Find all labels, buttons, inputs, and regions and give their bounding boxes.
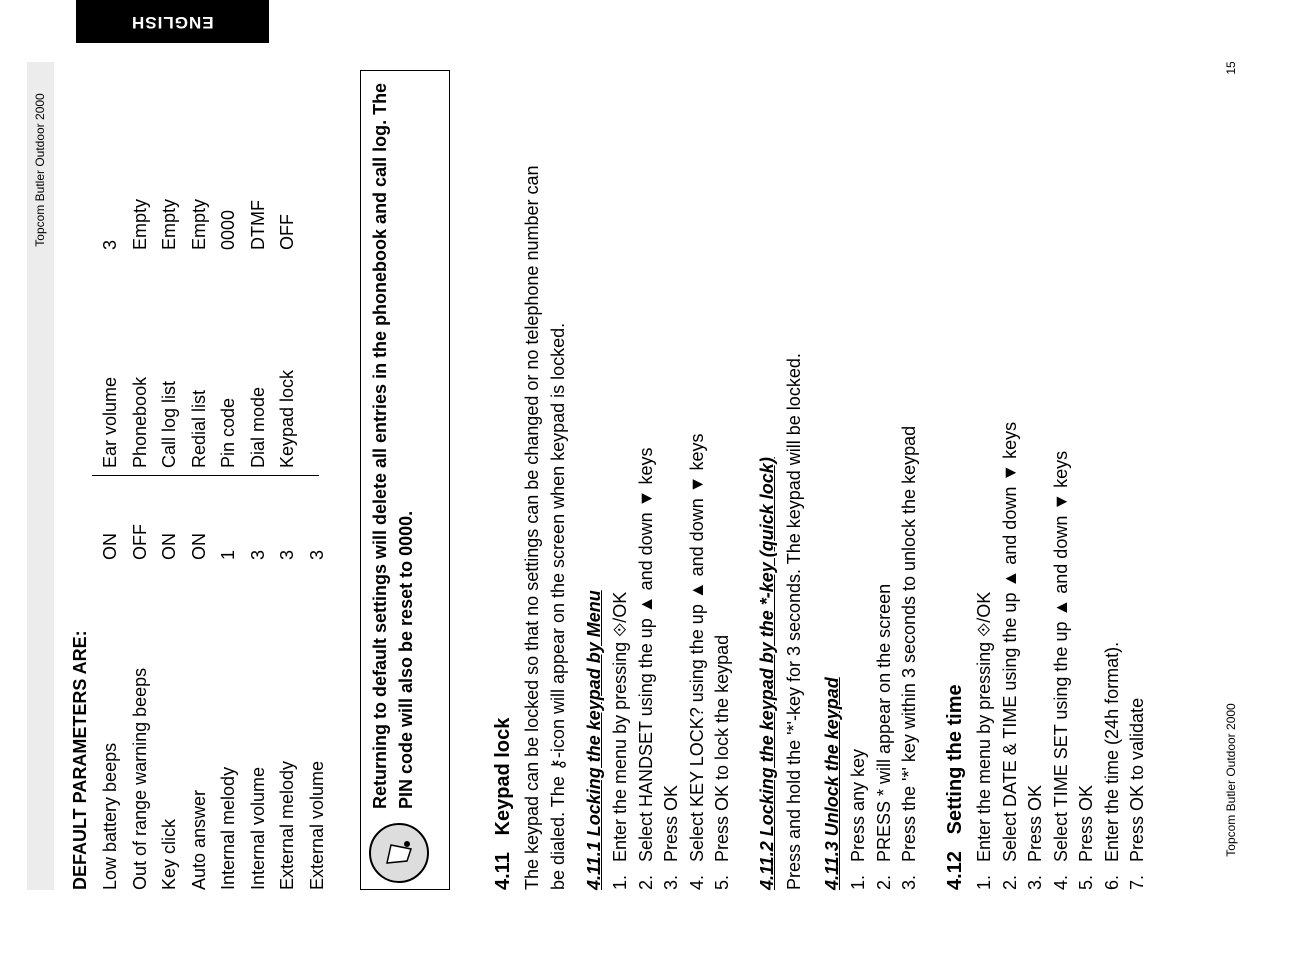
default-param-name: Out of range warning beeps — [129, 667, 150, 890]
default-param-name: Pin code — [218, 397, 238, 468]
language-tab: ENGLISH — [76, 0, 269, 43]
default-param-value: 0000 — [218, 209, 238, 250]
subsection-4-11-1: 4.11.1 Locking the keypad by Menu — [584, 590, 604, 890]
column-divider — [92, 475, 319, 476]
warning-box — [360, 70, 450, 890]
default-param-name: Low battery beeps — [100, 742, 120, 890]
step-number: 7. — [1127, 874, 1147, 890]
step-number: 1. — [610, 874, 630, 890]
warning-icon — [369, 823, 429, 883]
default-param-name: Call log list — [159, 380, 179, 468]
section-4-11-heading: 4.11 Keypad lock — [492, 717, 514, 890]
step-number: 3. — [661, 874, 681, 890]
page-content — [62, 62, 1222, 890]
step-item — [1025, 785, 1046, 890]
subsection-4-11-3: 4.11.3 Unlock the keypad — [822, 677, 842, 890]
step-text: Enter the menu by pressing ⟐/OK — [974, 591, 994, 862]
default-param-value: Empty — [129, 198, 150, 250]
step-text: Enter the time (24h format). — [1101, 641, 1122, 862]
step-number: 2. — [873, 874, 894, 890]
default-param-name: Dial mode — [247, 386, 268, 468]
step-number: 2. — [635, 874, 656, 890]
subsection-4-11-2: 4.11.2 Locking the keypad by the *-key (quick lock) — [757, 457, 777, 890]
default-param-value: ON — [159, 533, 179, 560]
section-4-11-body-1: The keypad can be locked so that no settings can be changed or no telephone number can — [522, 165, 542, 890]
step-item — [636, 447, 657, 890]
step-text: Press OK — [1025, 784, 1045, 862]
side-title: Topcom Butler Outdoor 2000 — [33, 93, 47, 247]
footer-title: Topcom Butler Outdoor 2000 — [1224, 703, 1238, 857]
page-number: 15 — [1224, 61, 1238, 75]
warning-text: Returning to default settings will delete all entries in the phonebook and call log. The PIN code will also be reset to 0000. — [370, 82, 416, 809]
default-param-name: Key click — [159, 818, 179, 890]
default-param-value: 3 — [277, 549, 297, 560]
step-item — [1127, 698, 1148, 890]
step-number: 4. — [686, 874, 707, 890]
default-param-value: 3 — [247, 549, 268, 560]
step-text: Enter the menu by pressing ⟐/OK — [610, 591, 630, 862]
step-item — [1000, 422, 1021, 890]
step-text: Press OK to lock the keypad — [712, 634, 732, 862]
default-param-value: 1 — [218, 549, 238, 560]
step-text: Select HANDSET using the up ▲ and down ▼ keys — [635, 447, 656, 862]
step-text: Press the '*' key within 3 seconds to unlock the keypad — [899, 425, 919, 862]
section-4-11-body-2: be dialed. The ⚷-icon will appear on the screen when keypad is locked. — [548, 322, 568, 890]
step-text: Press OK to validate — [1127, 697, 1147, 862]
default-param-name: Phonebook — [129, 376, 150, 468]
step-item — [661, 785, 682, 890]
step-text: PRESS * will appear on the screen — [873, 583, 894, 862]
step-number: 5. — [1076, 874, 1096, 890]
subsection-4-11-2-body: Press and hold the '*'-key for 3 seconds. The keypad will be locked. — [784, 353, 804, 890]
step-item — [1076, 785, 1097, 890]
step-text: Press OK — [661, 784, 681, 862]
step-item — [610, 592, 631, 890]
default-param-name: Internal volume — [247, 766, 268, 890]
default-param-value: OFF — [277, 214, 297, 250]
step-text: Select KEY LOCK? using the up ▲ and down ▼ keys — [686, 433, 707, 862]
default-param-value: Empty — [188, 198, 209, 250]
defaults-title: DEFAULT PARAMETERS ARE: — [70, 630, 90, 890]
step-number: 5. — [712, 874, 732, 890]
step-text: Press OK — [1076, 784, 1096, 862]
default-param-name: Ear volume — [100, 376, 120, 468]
step-item — [874, 584, 895, 890]
step-number: 1. — [974, 874, 994, 890]
default-param-value: DTMF — [247, 200, 268, 250]
default-param-value: ON — [188, 533, 209, 560]
step-item — [899, 426, 920, 890]
default-param-name: External melody — [277, 760, 297, 890]
step-number: 6. — [1101, 874, 1122, 890]
step-text: Press any key — [848, 748, 868, 862]
step-item — [1051, 451, 1072, 890]
step-text: Select DATE & TIME using the up ▲ and down ▼ keys — [999, 421, 1020, 862]
default-param-name: Auto answer — [188, 789, 209, 890]
default-param-value: OFF — [129, 524, 150, 560]
step-item — [1102, 642, 1123, 890]
default-param-value: 3 — [100, 239, 120, 250]
step-number: 4. — [1050, 874, 1071, 890]
step-number: 3. — [899, 874, 919, 890]
step-number: 3. — [1025, 874, 1045, 890]
default-param-name: Keypad lock — [277, 369, 297, 468]
default-param-value: ON — [100, 533, 120, 560]
step-number: 1. — [848, 874, 868, 890]
default-param-value: 3 — [306, 549, 327, 560]
step-number: 2. — [999, 874, 1020, 890]
default-param-name: Internal melody — [218, 766, 238, 890]
step-item — [974, 592, 995, 890]
step-item — [848, 749, 869, 890]
default-param-name: External volume — [306, 760, 327, 890]
step-item — [687, 433, 708, 890]
step-item — [712, 635, 733, 890]
section-4-12-heading: 4.12 Setting the time — [944, 684, 966, 890]
step-text: Select TIME SET using the up ▲ and down ▼ keys — [1050, 450, 1071, 862]
default-param-name: Redial list — [188, 389, 209, 468]
default-param-value: Empty — [159, 198, 179, 250]
